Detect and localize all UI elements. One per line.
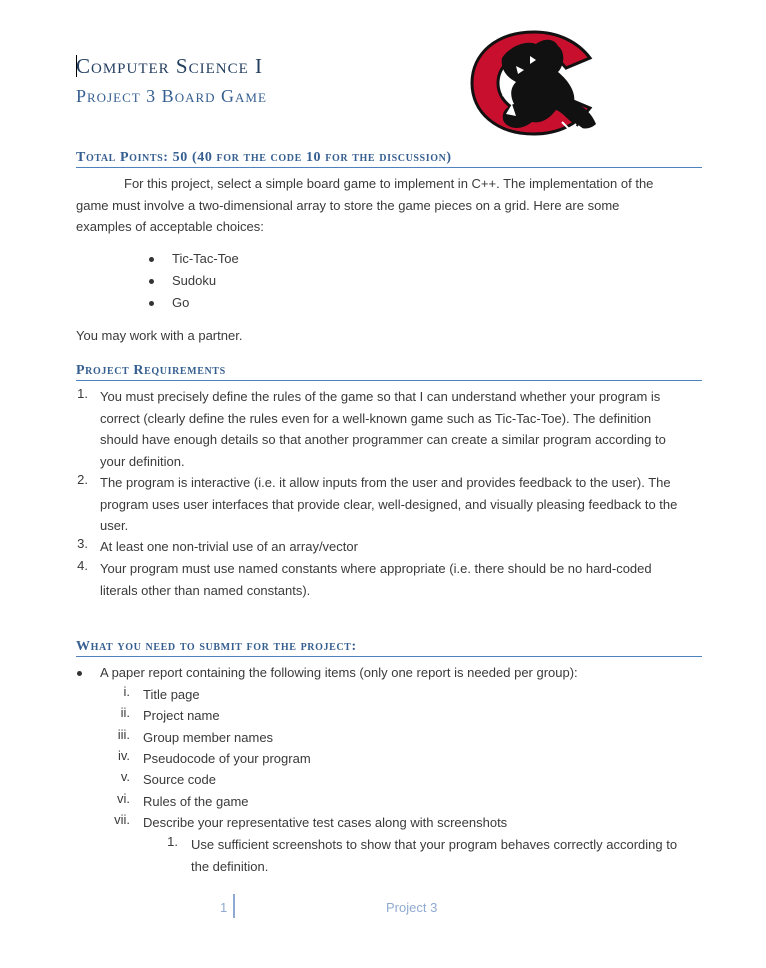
requirement-line: correct (clearly define the rules even for a well-known game such as Tic-Tac-Toe). The definition [100,410,652,426]
requirement-line: At least one non-trivial use of an array/vector [100,539,358,554]
intro-line: For this project, select a simple board game to implement in C++. The implementation of the [124,176,654,191]
requirement-line: literals other than named constants). [100,582,311,598]
submit-heading: What you need to submit for the project: [76,639,702,657]
bullet-icon [149,257,154,262]
requirement-line: user. [100,518,129,533]
requirement-item [100,536,704,558]
document-title: Computer Science I [76,54,264,78]
intro-paragraph [76,173,706,238]
bullet-icon [149,301,154,306]
intro-line: game must involve a two-dimensional array to store the game pieces on a grid. Here are some [76,197,620,213]
report-item-number: ii. [120,705,130,720]
requirement-number: 1. [77,386,88,401]
panther-logo [466,26,602,140]
report-item: Rules of the game [143,794,249,809]
submit-bullet: A paper report containing the following items (only one report is needed per group): [100,665,578,680]
report-item-number: iii. [117,727,130,742]
choice-item: Tic-Tac-Toe [172,251,239,266]
bullet-icon [77,671,82,676]
report-item: Describe your representative test cases along with screenshots [143,815,508,830]
requirement-number: 2. [77,472,88,487]
report-item: Group member names [143,730,274,745]
sub-item-number: 1. [167,834,178,849]
requirement-number: 4. [77,558,88,573]
report-item-number: v. [120,769,130,784]
requirement-line: Your program must use named constants where appropriate (i.e. there should be no hard-coded [100,561,652,576]
report-item-number: i. [123,684,130,699]
sub-item-line: Use sufficient screenshots to show that your program behaves correctly according to [191,837,678,852]
report-item-number: vi. [117,791,130,806]
requirement-line: The program is interactive (i.e. it allow inputs from the user and provides feedback to the user). The [100,475,671,490]
report-item-number: vii. [114,812,130,827]
report-item: Pseudocode of your program [143,751,311,766]
requirement-item [100,472,704,537]
requirement-line: You must precisely define the rules of the game so that I can understand whether your program is [100,389,661,404]
requirements-heading: Project Requirements [76,363,702,381]
footer-label: Project 3 [386,900,438,915]
choice-item: Go [172,295,190,310]
requirement-item [100,386,704,472]
sub-item [191,834,706,877]
report-item-number: iv. [117,748,130,763]
requirement-line: your definition. [100,453,185,469]
report-item: Source code [143,772,216,787]
sub-item-line: the definition. [191,858,269,874]
intro-line: examples of acceptable choices: [76,219,264,234]
document-subtitle: Project 3 Board Game [76,86,267,106]
requirement-number: 3. [77,536,88,551]
report-item: Title page [143,687,200,702]
choice-item: Sudoku [172,273,217,288]
footer-divider [233,894,235,918]
requirement-line: should have enough details so that another programmer can create a similar program according to [100,432,666,447]
partner-note: You may work with a partner. [76,328,243,343]
bullet-icon [149,279,154,284]
requirement-line: program uses user interfaces that provide clear, well-designed, and visually pleasing feedback to the [100,496,678,512]
points-heading: Total Points: 50 (40 for the code 10 for the discussion) [76,150,702,168]
requirement-item [100,558,704,601]
page-number: 1 [220,900,228,915]
report-item: Project name [143,708,220,723]
